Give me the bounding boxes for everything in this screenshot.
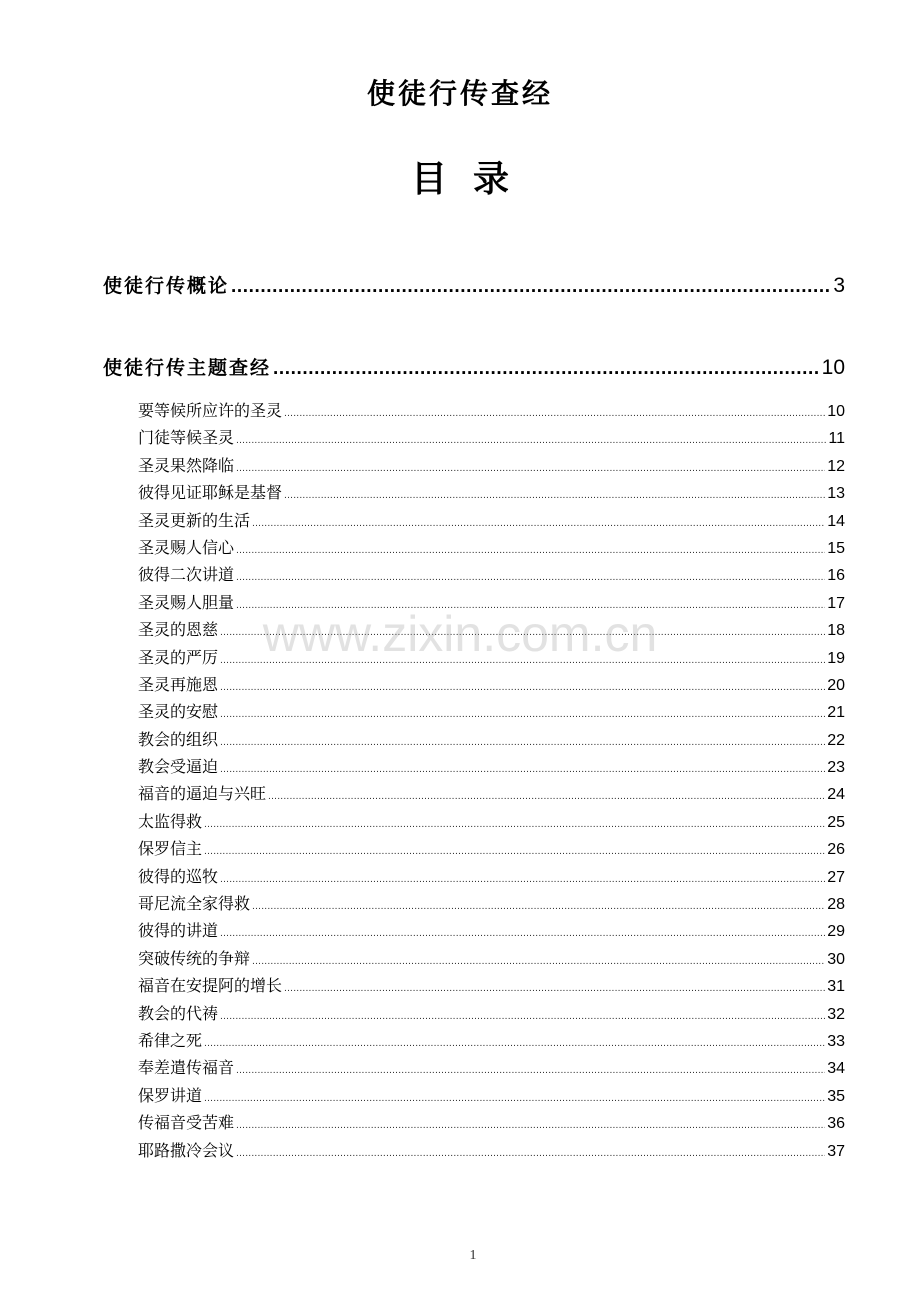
toc-entry-label: 保罗讲道 bbox=[138, 1085, 203, 1105]
toc-entry-page-number: 10 bbox=[827, 403, 845, 420]
toc-entry-label: 教会受逼迫 bbox=[138, 757, 219, 777]
toc-entry-label: 福音的逼迫与兴旺 bbox=[138, 784, 267, 804]
page-number: 1 bbox=[469, 1248, 477, 1263]
toc-entry-label: 教会的组织 bbox=[138, 729, 219, 749]
toc-entry[interactable] bbox=[138, 726, 845, 753]
toc-entry-label: 希律之死 bbox=[138, 1030, 203, 1050]
toc-entry[interactable] bbox=[138, 507, 845, 534]
toc-entry-page-number: 36 bbox=[827, 1115, 845, 1133]
toc-heading: 目录 bbox=[410, 159, 535, 200]
toc-entry-page-number: 30 bbox=[827, 950, 845, 968]
toc-entry-label: 彼得二次讲道 bbox=[138, 565, 235, 585]
toc-entry[interactable] bbox=[138, 452, 845, 479]
toc-entry[interactable] bbox=[138, 890, 845, 917]
toc-section-label: 使徒行传概论 bbox=[103, 275, 230, 297]
toc-entry[interactable] bbox=[138, 945, 845, 972]
toc-entry-page-number: 21 bbox=[827, 704, 845, 722]
toc-entry-page-number: 23 bbox=[827, 759, 845, 777]
toc-entry-page-number: 12 bbox=[827, 457, 845, 475]
toc-entry-label: 教会的代祷 bbox=[138, 1003, 219, 1023]
toc-entry-page-number: 28 bbox=[827, 896, 845, 914]
toc-entry-label: 奉差遣传福音 bbox=[138, 1058, 235, 1078]
toc-entry-page-number: 26 bbox=[827, 841, 845, 859]
toc-entry[interactable] bbox=[138, 644, 845, 671]
toc-section-thematic-study[interactable] bbox=[103, 354, 845, 383]
toc-entry-page-number: 34 bbox=[827, 1060, 845, 1078]
toc-entry[interactable] bbox=[138, 1109, 845, 1136]
toc-entry[interactable] bbox=[138, 972, 845, 999]
toc-entry[interactable] bbox=[138, 671, 845, 698]
toc-entry-label: 突破传统的争辩 bbox=[138, 948, 251, 968]
toc-entry-label: 圣灵赐人信心 bbox=[138, 537, 235, 557]
toc-entry-page-number: 33 bbox=[827, 1032, 845, 1050]
toc-entry[interactable] bbox=[138, 808, 845, 835]
toc-entry-page-number: 24 bbox=[827, 786, 845, 804]
toc-entry[interactable] bbox=[138, 863, 845, 890]
toc-entry-page-number: 18 bbox=[827, 622, 845, 640]
toc-entry[interactable] bbox=[138, 424, 845, 451]
document-title: 使徒行传查经 bbox=[366, 77, 553, 110]
toc-entry-label: 太监得救 bbox=[138, 811, 203, 831]
toc-entry-page-number: 32 bbox=[827, 1005, 845, 1023]
toc-entry-page-number: 17 bbox=[827, 594, 845, 612]
toc-entry[interactable] bbox=[138, 1137, 845, 1164]
toc-entry[interactable] bbox=[138, 698, 845, 725]
toc-entry-label: 圣灵的安慰 bbox=[138, 702, 219, 722]
dot-leader bbox=[273, 355, 820, 383]
toc-entry-page-number: 29 bbox=[827, 923, 845, 941]
toc-entry[interactable] bbox=[138, 397, 845, 424]
toc-section-label: 使徒行传主题查经 bbox=[103, 357, 272, 379]
toc-entry[interactable] bbox=[138, 479, 845, 506]
watermark: www.zixin.com.cn bbox=[262, 606, 658, 662]
toc-entry-page-number: 31 bbox=[827, 978, 845, 996]
toc-entry-page-number: 37 bbox=[827, 1142, 845, 1160]
toc-entry-page-number: 16 bbox=[827, 567, 845, 585]
dot-leader bbox=[231, 273, 831, 301]
dot-leader bbox=[236, 1141, 825, 1168]
toc-entry-list bbox=[138, 397, 845, 1164]
toc-entry-page-number: 27 bbox=[827, 868, 845, 886]
toc-entry[interactable] bbox=[138, 1082, 845, 1109]
toc-entry-page-number: 14 bbox=[827, 512, 845, 530]
toc-section-page-number: 10 bbox=[821, 356, 845, 379]
toc-entry-label: 圣灵更新的生活 bbox=[138, 510, 251, 530]
toc-entry-label: 彼得的讲道 bbox=[138, 921, 219, 941]
toc-entry[interactable] bbox=[138, 917, 845, 944]
toc-entry-label: 门徒等候圣灵 bbox=[138, 428, 235, 448]
toc-entry-label: 圣灵再施恩 bbox=[138, 674, 219, 694]
toc-entry[interactable] bbox=[138, 561, 845, 588]
toc-entry-page-number: 19 bbox=[827, 649, 845, 667]
toc-entry-label: 圣灵的恩慈 bbox=[138, 620, 219, 640]
toc-section-page-number: 3 bbox=[833, 274, 845, 297]
toc-entry-label: 传福音受苦难 bbox=[138, 1113, 235, 1133]
toc-entry-page-number: 15 bbox=[827, 539, 845, 557]
toc-entry-label: 圣灵赐人胆量 bbox=[138, 592, 235, 612]
toc-entry-page-number: 35 bbox=[827, 1087, 845, 1105]
toc-entry-page-number: 13 bbox=[827, 485, 845, 503]
toc-entry[interactable] bbox=[138, 780, 845, 807]
toc-entry-page-number: 20 bbox=[827, 676, 845, 694]
toc-entry[interactable] bbox=[138, 589, 845, 616]
toc-entry[interactable] bbox=[138, 534, 845, 561]
toc-entry-label: 彼得见证耶稣是基督 bbox=[138, 483, 283, 503]
toc-entry-label: 圣灵果然降临 bbox=[138, 455, 235, 475]
toc-entry[interactable] bbox=[138, 835, 845, 862]
toc-section-introduction[interactable] bbox=[103, 272, 845, 301]
toc-entry[interactable] bbox=[138, 1027, 845, 1054]
toc-entry-label: 要等候所应许的圣灵 bbox=[138, 401, 283, 420]
toc-entry-page-number: 25 bbox=[827, 813, 845, 831]
toc-entry[interactable] bbox=[138, 1000, 845, 1027]
toc-entry-label: 圣灵的严厉 bbox=[138, 647, 219, 667]
toc-entry[interactable] bbox=[138, 753, 845, 780]
toc-entry-page-number: 22 bbox=[827, 731, 845, 749]
toc-entry-label: 保罗信主 bbox=[138, 839, 203, 859]
toc-entry-label: 哥尼流全家得救 bbox=[138, 894, 251, 914]
toc-entry[interactable] bbox=[138, 1054, 845, 1081]
toc-entry[interactable] bbox=[138, 616, 845, 643]
toc-entry-label: 福音在安提阿的增长 bbox=[138, 976, 283, 996]
toc-entry-page-number: 11 bbox=[828, 430, 845, 448]
toc-entry-label: 耶路撒冷会议 bbox=[138, 1140, 235, 1160]
toc-entry-label: 彼得的巡牧 bbox=[138, 866, 219, 886]
